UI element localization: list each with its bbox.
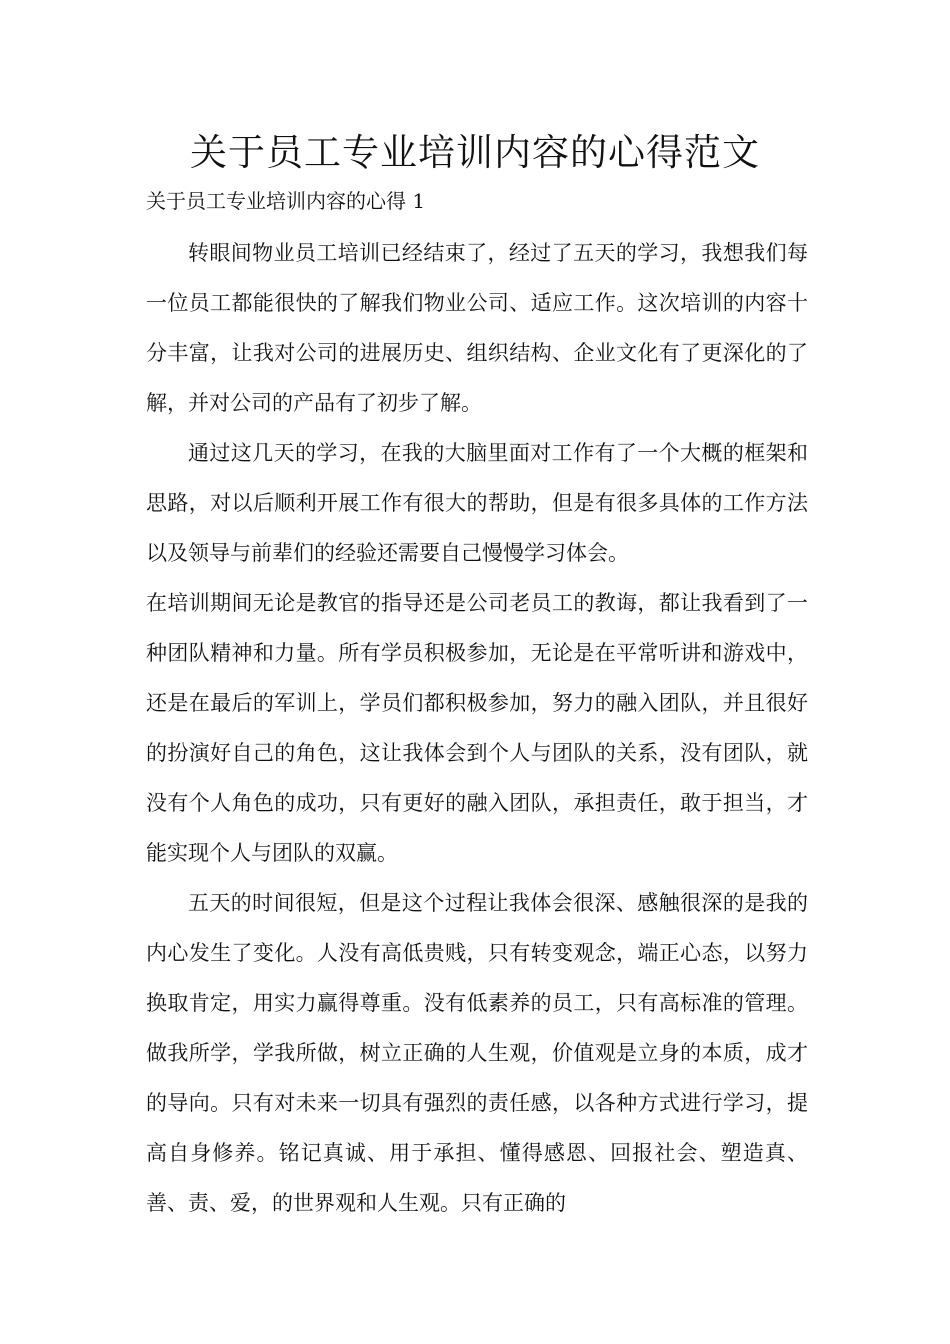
paragraph-2: 通过这几天的学习，在我的大脑里面对工作有了一个大概的框架和思路，对以后顺利开展工作有很大的帮助，但是有很多具体的工作方法以及领导与前辈们的经验还需要自己慢慢学习体会。 (146, 441, 808, 565)
document-body (146, 184, 808, 1228)
paragraph-1: 转眼间物业员工培训已经结束了，经过了五天的学习，我想我们每一位员工都能很快的了解我们物业公司、适应工作。这次培训的内容十分丰富，让我对公司的进展历史、组织结构、企业文化有了更深化的了解，并对公司的产品有了初步了解。 (146, 241, 808, 415)
paragraph-4: 五天的时间很短，但是这个过程让我体会很深、感触很深的是我的内心发生了变化。人没有高低贵贱，只有转变观念，端正心态，以努力换取肯定，用实力赢得尊重。没有低素养的员工，只有高标准的管理。做我所学，学我所做，树立正确的人生观，价值观是立身的本质，成才的导向。只有对未来一切具有强烈的责任感，以各种方式进行学习，提高自身修养。铭记真诚、用于承担、懂得感恩、回报社会、塑造真、善、责、爱，的世界观和人生观。只有正确的 (146, 891, 808, 1215)
paragraph-3: 在培训期间无论是教官的指导还是公司老员工的教诲，都让我看到了一种团队精神和力量。所有学员积极参加，无论是在平常听讲和游戏中，还是在最后的军训上，学员们都积极参加，努力的融入团队，并且很好的扮演好自己的角色，这让我体会到个人与团队的关系，没有团队，就没有个人角色的成功，只有更好的融入团队，承担责任，敢于担当，才能实现个人与团队的双赢。 (146, 591, 808, 865)
section-heading: 关于员工专业培训内容的心得 1 (146, 189, 426, 213)
document-title: 关于员工专业培训内容的心得范文 (190, 131, 760, 174)
